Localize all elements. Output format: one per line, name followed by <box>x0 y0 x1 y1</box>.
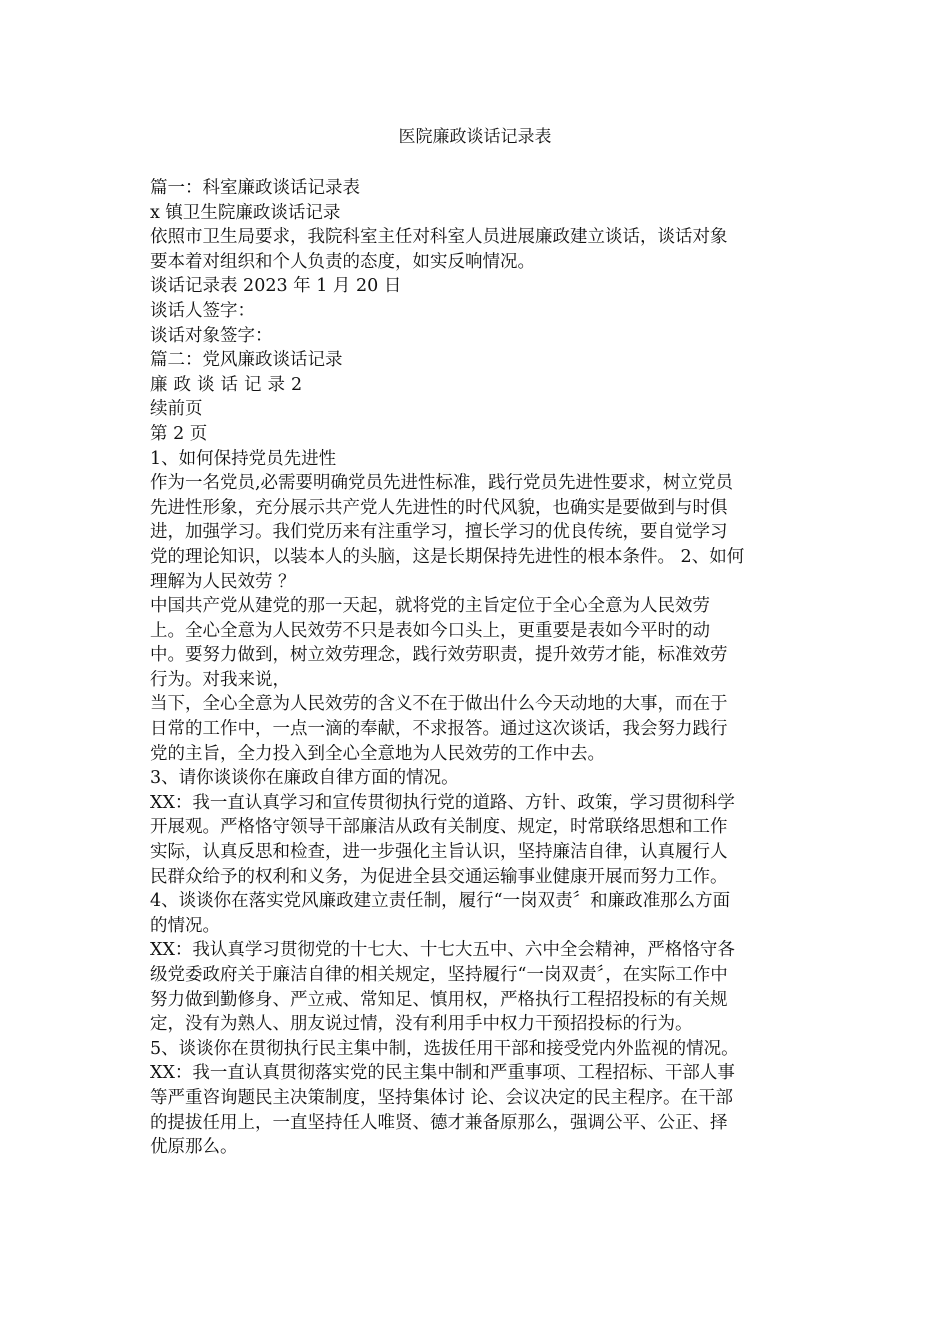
text-line: 定，没有为熟人、朋友说过情，没有利用手中权力干预招投标的行为。 <box>150 1014 693 1035</box>
text-line: 努力做到勤修身、严立戒、常知足、慎用权，严格执行工程招投标的有关规 <box>150 989 728 1010</box>
text-line: 当下，全心全意为人民效劳的含义不在于做出什么今天动地的大事，而在于 <box>150 694 728 715</box>
text-line: 的情况。 <box>150 915 220 936</box>
text-line: 理解为人民效劳 ？ <box>150 571 296 592</box>
text-line: 民群众给予的权利和义务，为促进全县交通运输事业健康开展而努力工作。 <box>150 866 728 887</box>
text-line: 党的主旨，全力投入到全心全意地为人民效劳的工作中去。 <box>150 743 605 764</box>
interviewer-signature-line: 谈话人签字： <box>150 300 255 321</box>
text-line: XX：我认真学习贯彻党的十七大、十七大五中、六中全会精神，严格恪守各 <box>150 940 735 961</box>
document-page <box>150 122 800 1160</box>
text-line: 进，加强学习。我们党历来有注重学习，擅长学习的优良传统，要自觉学习 <box>150 522 728 543</box>
text-line: 要本着对组织和个人负责的态度，如实反响情况。 <box>150 251 535 272</box>
question-3: 3、请你谈谈你在廉政自律方面的情况。 <box>150 768 459 789</box>
subheading: x 镇卫生院廉政谈话记录 <box>150 202 341 223</box>
text-line: 中国共产党从建党的那一天起，就将党的主旨定位于全心全意为人民效劳 <box>150 596 710 617</box>
continued-label: 续前页 <box>150 399 203 420</box>
interviewee-signature-line: 谈话对象签字： <box>150 325 273 346</box>
text-line: 先进性形象，充分展示共产党人先进性的时代风貌，也确实是要做到与时俱 <box>150 497 728 518</box>
text-line: 行为。对我来说， <box>150 669 290 690</box>
text-line: 开展观。严格恪守领导干部廉洁从政有关制度、规定，时常联络思想和工作 <box>150 817 728 838</box>
section-heading-1: 篇一：科室廉政谈话记录表 <box>150 178 360 198</box>
question-5: 5、谈谈你在贯彻执行民主集中制，选拔任用干部和接受党内外监视的情况。 <box>150 1038 739 1059</box>
text-line: 的提拔任用上，一直坚持任人唯贤、德才兼备原那么，强调公平、公正、择 <box>150 1112 728 1133</box>
text-line: 优原那么。 <box>150 1137 238 1158</box>
page-number-label: 第 2 页 <box>150 423 208 444</box>
text-line: 实际，认真反思和检查，进一步强化主旨认识，坚持廉洁自律，认真履行人 <box>150 842 728 863</box>
text-line: 日常的工作中，一点一滴的奉献，不求报答。通过这次谈话，我会努力践行 <box>150 719 728 740</box>
subheading-spaced: 廉政谈话记录2 <box>150 374 309 395</box>
text-line: 依照市卫生局要求，我院科室主任对科室人员进展廉政建立谈话，谈话对象 <box>150 227 728 248</box>
text-line: 中。要努力做到，树立效劳理念，践行效劳职责，提升效劳才能，标准效劳 <box>150 645 728 666</box>
text-line: 党的理论知识，以装本人的头脑，这是长期保持先进性的根本条件。 2、如何 <box>150 546 745 567</box>
document-body <box>150 176 800 1160</box>
question-4: 4、谈谈你在落实党风廉政建立责任制，履行“一岗双责〞和廉政准那么方面 <box>150 891 731 912</box>
record-date-line: 谈话记录表 2023 年 1 月 20 日 <box>150 276 402 297</box>
text-line: XX：我一直认真学习和宣传贯彻执行党的道路、方针、政策，学习贯彻科学 <box>150 792 735 813</box>
text-line: 上。全心全意为人民效劳不只是表如今口头上，更重要是表如今平时的动 <box>150 620 710 641</box>
question-1: 1、如何保持党员先进性 <box>150 448 337 469</box>
text-line: 级党委政府关于廉洁自律的相关规定，坚持履行“一岗双责〞，在实际工作中 <box>150 965 728 985</box>
section-heading-2: 篇二：党风廉政谈话记录 <box>150 350 343 371</box>
text-line: 等严重咨询题民主决策制度，坚持集体讨 论、会议决定的民主程序。在干部 <box>150 1087 734 1108</box>
document-title: 医院廉政谈话记录表 <box>398 127 552 147</box>
text-line: XX：我一直认真贯彻落实党的民主集中制和严重事项、工程招标、干部人事 <box>150 1063 735 1084</box>
text-line: 作为一名党员,必需要明确党员先进性标准，践行党员先进性要求，树立党员 <box>150 473 734 494</box>
